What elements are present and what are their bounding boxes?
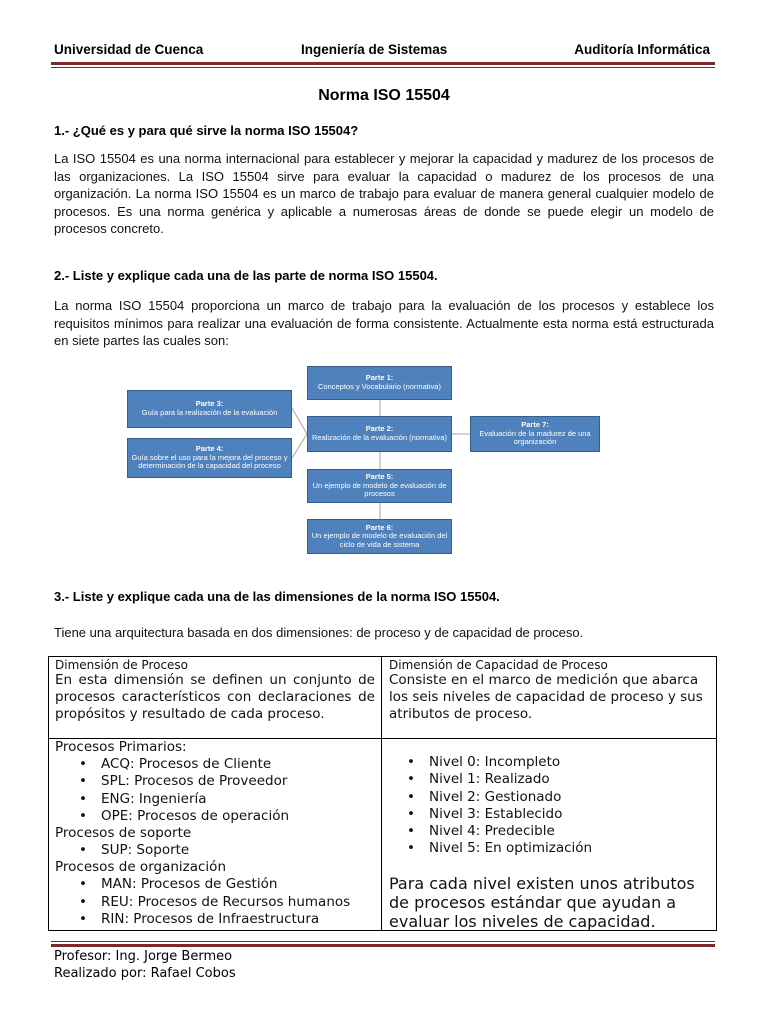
iso-parts-diagram — [120, 360, 630, 560]
connector-p3-p2 — [292, 408, 307, 434]
part-7-text: Evaluación de la madurez de una organización — [479, 428, 591, 447]
list-item: • Nivel 0: Incompleto — [383, 754, 709, 771]
group-list-support — [55, 842, 377, 859]
part-5-title: Parte 5: — [365, 472, 394, 482]
group-label-primary: Procesos Primarios: — [55, 739, 187, 755]
capability-dimension-header: Dimensión de Capacidad de Proceso — [389, 658, 608, 672]
list-item: • Nivel 2: Gestionado — [383, 789, 709, 806]
capability-dimension-cell — [389, 658, 709, 723]
question-2-body: La norma ISO 15504 proporciona un marco de trabajo para la evaluación de los procesos y establece los requisitos mínimos para realizar una evaluación de forma consistente. Actualmente esta norma está estructurada en siete partes las cuales son: — [54, 298, 714, 348]
process-groups-cell — [55, 739, 377, 928]
part-2-title: Parte 2: — [365, 424, 394, 434]
question-3-heading: 3.- Liste y explique cada una de las dimensiones de la norma ISO 15504. — [54, 589, 500, 604]
part-2-text: Realización de la evaluación (normativa) — [311, 433, 448, 442]
table-column-divider — [381, 657, 382, 930]
part-4-title: Parte 4: — [195, 444, 224, 454]
group-list-primary — [55, 756, 377, 825]
footer-rule — [51, 944, 715, 947]
part-6-text: Un ejemplo de modelo de evaluación del ciclo de vida de sistema — [311, 531, 448, 549]
process-dimension-header: Dimensión de Proceso — [55, 658, 189, 672]
list-item: • OPE: Procesos de operación — [55, 808, 377, 825]
diagram-part-7 — [470, 416, 600, 452]
part-3-text: Guía para la realización de la evaluación — [141, 408, 278, 417]
page-title: Norma ISO 15504 — [318, 87, 450, 104]
diagram-part-4 — [127, 438, 292, 478]
list-item: • Nivel 3: Establecido — [383, 806, 709, 823]
list-item: • SUP: Soporte — [55, 842, 377, 859]
capability-levels-list — [383, 754, 709, 858]
part-3-title: Parte 3: — [195, 399, 224, 409]
group-label-organization: Procesos de organización — [55, 859, 226, 876]
list-item: • Nivel 1: Realizado — [383, 771, 709, 788]
header-university: Universidad de Cuenca — [54, 42, 204, 57]
group-label-support: Procesos de soporte — [55, 825, 192, 842]
diagram-part-3 — [127, 390, 292, 428]
question-3-intro: Tiene una arquitectura basada en dos dimensiones: de proceso y de capacidad de proceso. — [54, 625, 584, 640]
process-dimension-desc: En esta dimensión se definen un conjunto de procesos característicos con declaraciones de propósitos y resultado de cada proceso. — [55, 672, 375, 722]
part-1-title: Parte 1: — [365, 373, 394, 383]
capability-dimension-desc: Consiste en el marco de medición que abarca los seis niveles de capacidad de proceso y sus atributos de proceso. — [389, 672, 703, 722]
question-2-heading: 2.- Liste y explique cada una de las parte de norma ISO 15504. — [54, 268, 438, 283]
group-list-organization — [55, 876, 377, 928]
connector-p4-p2 — [292, 434, 307, 458]
capability-levels-note: Para cada nivel existen unos atributos de procesos estándar que ayudan a evaluar los niveles de capacidad. — [389, 874, 695, 931]
header-course: Auditoría Informática — [574, 42, 710, 57]
diagram-part-1 — [307, 366, 452, 400]
list-item: • Nivel 4: Predecible — [383, 823, 709, 840]
header-rule — [51, 62, 715, 65]
header-rule-thin — [51, 67, 715, 68]
part-6-title: Parte 6: — [365, 522, 394, 532]
footer-professor: Profesor: Ing. Jorge Bermeo — [54, 949, 233, 964]
list-item: • SPL: Procesos de Proveedor — [55, 773, 377, 790]
list-item: • MAN: Procesos de Gestión — [55, 876, 377, 893]
list-item: • REU: Procesos de Recursos humanos — [55, 894, 377, 911]
question-1-body: La ISO 15504 es una norma internacional para establecer y mejorar la capacidad y madurez de los procesos de las organizaciones. La ISO 15504 sirve para evaluar la capacidad o madurez de los procesos de una organización. La norma ISO 15504 es un marco de trabajo para evaluar de manera general cualquier modelo de procesos. Es una norma genérica y aplicable a numerosas áreas de donde se puede elegir un modelo de procesos concreto. — [54, 151, 714, 236]
diagram-part-6 — [307, 519, 452, 554]
footer-author: Realizado por: Rafael Cobos — [54, 966, 236, 981]
list-item: • ENG: Ingeniería — [55, 791, 377, 808]
capability-levels-cell — [383, 754, 709, 858]
footer-rule-thin — [51, 941, 715, 942]
question-1-heading: 1.- ¿Qué es y para qué sirve la norma ISO 15504? — [54, 123, 359, 138]
list-item: • Nivel 5: En optimización — [383, 840, 709, 857]
process-dimension-cell — [55, 658, 375, 723]
header-program: Ingeniería de Sistemas — [301, 42, 448, 57]
part-7-title: Parte 7: — [521, 420, 549, 430]
dimensions-table — [48, 656, 717, 931]
list-item: • RIN: Procesos de Infraestructura — [55, 911, 377, 928]
diagram-part-2 — [307, 416, 452, 452]
part-4-text: Guía sobre el uso para la mejora del proceso y determinación de la capacidad del proceso — [131, 452, 288, 471]
list-item: • ACQ: Procesos de Cliente — [55, 756, 377, 773]
part-1-text: Conceptos y Vocabulario (normativa) — [318, 382, 441, 391]
part-5-text: Un ejemplo de modelo de evaluación de procesos — [312, 480, 447, 499]
diagram-part-5 — [307, 469, 452, 503]
